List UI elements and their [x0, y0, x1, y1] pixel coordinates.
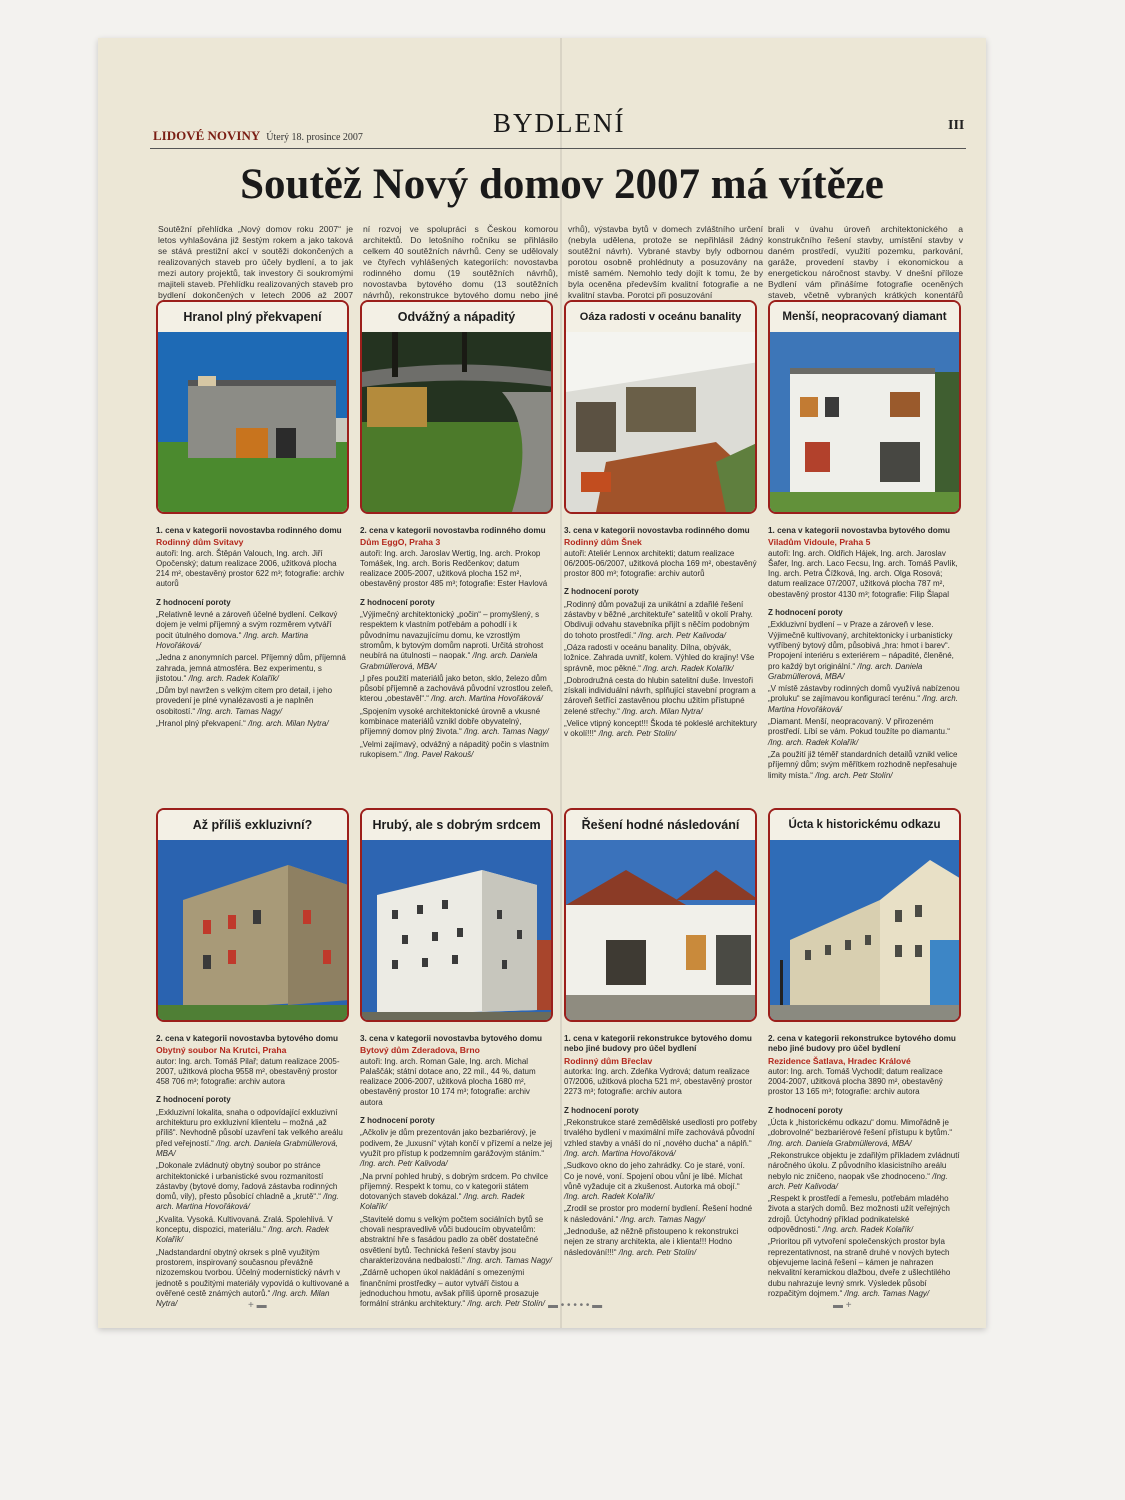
jury-heading: Z hodnocení poroty	[156, 597, 231, 607]
card-title: Menší, neopracovaný diamant	[770, 302, 959, 332]
award-card	[156, 300, 349, 729]
card-title: Řešení hodné následování	[566, 810, 755, 840]
masthead	[153, 128, 363, 144]
jury-quote: „I přes použití materiálů jako beton, sklo, železo dům působí příjemně a zachovává původní vzrostlou zeleň, kterou „obestavěl“.“ /Ing. arch. Martina Hovořáková/	[360, 673, 554, 704]
jury-quote: „Ačkoliv je dům prezentován jako bezbariérový, je podivem, že „luxusní“ výtah končí v přízemí a nelze jej využít pro přístup k podzemním garážovým stáním.“ /Ing. arch. Petr Kalivoda/	[360, 1128, 553, 1169]
jury-quote: „Za použití již téměř standardních detailů vznikl velice příjemný dům; svým měřítkem rozhodně nepřesahuje limity místa.“ /Ing. arch. Petr Stolín/	[768, 749, 958, 780]
jury-quote: „Nadstandardní obytný okrsek s plně využitým prostorem, inspirovaný současnou převážně nizozemskou tvorbou. Účelný modernistický návrh v jednotě s použitými materiály vypovídá o kultivované a ověřené cestě známých autorů.“ /Ing. arch. Milan Nytra/	[156, 1247, 349, 1309]
project-meta: autoři: Ing. arch. Roman Gale, Ing. arch. Michal Palaščák; státní dotace ano, 22 mil., 44 %, datum realizace 2006-2007, užitková plocha 1680 m², obestavěný prostor 10 174 m³; fotografie: archiv autora	[360, 1056, 536, 1107]
project-meta: autor: Ing. arch. Tomáš Vychodil; datum realizace 2004-2007, užitková plocha 3890 m², obestavěný prostor 13 165 m³; fotografie: archiv autora	[768, 1066, 943, 1097]
jury-quote: „Relativně levné a zároveň účelné bydlení. Celkový dojem je velmi příjemný a svým rozměrem vytváří pocit útulného domova.“ /Ing. arch. Martina Hovořáková/	[156, 610, 338, 650]
card-frame	[564, 808, 757, 1022]
project-name: Rodinný dům Břeclav	[564, 1055, 653, 1066]
award-category: 3. cena v kategorii novostavba bytového domu	[360, 1034, 542, 1043]
jury-heading: Z hodnocení poroty	[360, 597, 435, 607]
jury-quote: „Dobrodružná cesta do hlubin satelitní duše. Investoři získali individuální návrh, splňující stavební program a zároveň šetřící zastavěnou plochu užitím přístupné zelené střechy.“ /Ing. arch. Milan Nytra/	[564, 675, 756, 716]
card-text	[360, 1034, 553, 1309]
jury-quote: „Oáza radosti v oceánu banality. Dílna, obývák, ložnice. Zahrada uvnitř, kolem. Výhled do krajiny! Vše správně, moc pěkné.“ /Ing. arch. Radek Kolařík/	[564, 642, 755, 673]
photo-house-snek	[566, 332, 755, 512]
intro-column: brali v úvahu úroveň architektonického a konstrukčního řešení stavby, umístění stavby v daném prostředí, využití pozemku, parkování, garáže, provedení stavby i ekonomickou a energetickou náročnost stavby. V dnešní příloze Bydlení vám přinášíme fotografie oceněných staveb, včetně vybraných krátkých konentářů	[768, 224, 963, 300]
project-name: Obytný soubor Na Krutci, Praha	[156, 1045, 287, 1056]
section-title: BYDLENÍ	[493, 108, 626, 138]
jury-quote: „Zdárně uchopen úkol nakládání s omezenými finančními prostředky – autor vytváří čistou a jednoduchou hmotu, avšak příliš úporně prosazuje formální stránku architektury.“ /Ing. arch. Petr Stolín/	[360, 1268, 545, 1309]
registration-mark: ▬ • • • • • ▬	[548, 1300, 603, 1311]
photo-breclav	[566, 840, 755, 1020]
card-text	[156, 1034, 349, 1309]
jury-heading: Z hodnocení poroty	[564, 1105, 639, 1115]
photo-na-krutci	[158, 840, 347, 1020]
card-text	[564, 526, 757, 740]
photo-house-svitavy	[158, 332, 347, 512]
intro-column: ní rozvoj ve spolupráci s Českou komorou architektů. Do letošního ročníku se přihlásilo celkem 40 soutěžních návrhů. Ceny se udělovaly ve čtyřech vyhlášených kategoriích: novostavba rodinného domu (19 soutěžních návrhů), novostavba bytového domu (13 soutěžních návrhů), rekonstrukce bytového domu nebo jiné	[363, 224, 558, 300]
award-card	[156, 808, 349, 1309]
jury-quote: „Jednoduše, až něžně přistoupeno k rekonstrukci nejen ze strany architekta, ale i klienta!!! Hodno následování!!!“ /Ing. arch. Petr Stolín/	[564, 1227, 739, 1257]
card-frame	[360, 300, 553, 514]
jury-quote: „Dokonale zvládnutý obytný soubor po stránce architektonické i urbanistické svou rozmanitostí zástavby (bytové domy, řadová zástavba rodinných domů, vily), přesto působící chladně a „krutě“.“ /Ing. arch. Martina Hovořáková/	[156, 1161, 339, 1212]
jury-heading: Z hodnocení poroty	[564, 587, 639, 597]
award-category: 1. cena v kategorii rekonstrukce bytového domu nebo jiné budovy pro účel bydlení	[564, 1034, 752, 1054]
card-text	[156, 526, 349, 729]
photo-satlava	[770, 840, 959, 1020]
card-title: Odvážný a nápaditý	[362, 302, 551, 332]
project-meta: autorka: Ing. arch. Zdeňka Vydrová; datum realizace 07/2006, užitková plocha 521 m², obestavěný prostor 2273 m³; fotografie: archiv autora	[564, 1066, 753, 1097]
jury-quote: „V místě zástavby rodinných domů využívá nabízenou „proluku“ se zajímavou konfigurací terénu.“ /Ing. arch. Martina Hovořáková/	[768, 684, 960, 714]
project-name: Rodinný dům Svitavy	[156, 537, 244, 548]
photo-house-eggo	[362, 332, 551, 512]
card-frame	[360, 808, 553, 1022]
award-card	[768, 300, 961, 781]
jury-quote: „Stavitelé domu s velkým počtem sociálních bytů se chovali nespravedlivě vůči budoucím obyvatelům: abstraktní hře s fasádou padlo za oběť dostatečné osvětlení bytů. Technická řešení stavby jsou charakterizována nedbalostí.“ /Ing. arch. Tamas Nagy/	[360, 1214, 552, 1265]
award-category: 1. cena v kategorii novostavba bytového domu	[768, 526, 950, 535]
intro-column: Soutěžní přehlídka „Nový domov roku 2007“ je letos vyhlašována již šestým rokem a jako taková se stává prestižní akcí v soutěži dokončených a realizovaných staveb pro účely bydlení, a to jak mezi autory projektů, tak investory či soukromými majiteli staveb. Přehlídku realizovaných staveb pro bydlení dokončených v letech 2006 až 2007	[158, 224, 353, 300]
project-meta: autor: Ing. arch. Tomáš Pilař; datum realizace 2005-2007, užitková plocha 9558 m², obestavěný prostor 458 706 m³; fotografie: archiv autora	[156, 1056, 340, 1087]
card-frame	[156, 300, 349, 514]
card-text	[768, 1034, 961, 1299]
card-frame	[564, 300, 757, 514]
card-title: Až příliš exkluzivní?	[158, 810, 347, 840]
project-name: Bytový dům Zderadova, Brno	[360, 1045, 480, 1056]
award-card	[564, 300, 757, 740]
jury-quote: „Úcta k „historickému odkazu“ domu. Mimořádně je „dobrovolné“ bezbariérové řešení přístupu k bytům.“ /Ing. arch. Daniela Grabmüllerová, MBA/	[768, 1118, 953, 1148]
jury-quote: „Diamant. Menší, neopracovaný. V přirozeném prostředí. Líbí se vám. Pokud toužíte po diamantu.“ /Ing. arch. Radek Kolařík/	[768, 717, 950, 747]
jury-quote: „Velice vtipný koncept!!! Škoda té pokleslé architektury v okolí!!!“ /Ing. arch. Petr Stolín/	[564, 719, 757, 739]
jury-heading: Z hodnocení poroty	[768, 608, 843, 618]
project-meta: autoři: Ing. arch. Jaroslav Wertig, Ing. arch. Prokop Tomášek, Ing. arch. Boris Redčenkov; datum realizace 2005-2007, užitková plocha 152 m², obestavěný prostor 485 m³; fotografie: Ester Havlová	[360, 548, 548, 589]
jury-quote: „Jedna z anonymních parcel. Příjemný dům, příjemná zahrada, jemná atmosféra. Bez experimentu, s jistotou.“ /Ing. arch. Radek Kolařík/	[156, 653, 346, 683]
jury-quote: „Rekonstrukce objektu je zdařilým příkladem zvládnutí náročného úkolu. Z původního klasicistního areálu nebylo nic zničeno, naopak vše zhodnoceno.“ /Ing. arch. Petr Kalivoda/	[768, 1150, 960, 1191]
project-name: Rezidence Šatlava, Hradec Králové	[768, 1055, 911, 1066]
card-text	[564, 1034, 757, 1258]
paper-name: LIDOVÉ NOVINY	[153, 128, 261, 143]
masthead-rule	[150, 148, 966, 149]
jury-quote: „Hranol plný překvapení.“ /Ing. arch. Milan Nytra/	[156, 719, 329, 729]
card-title: Úcta k historickému odkazu	[770, 810, 959, 840]
card-frame	[156, 808, 349, 1022]
award-category: 2. cena v kategorii novostavba rodinného domu	[360, 526, 546, 535]
photo-zderadova	[362, 840, 551, 1020]
jury-quote: „Prioritou při vytvoření společenských prostor byla reprezentativnost, na straně druhé v nových bytech objevujeme laciná řešení – kámen je nahrazen nekvalitní keramickou dlažbou, dveře z ušlechtilého dubu nahrazuje levný smrk. Výsledek působí rozpačitým dojmem.“ /Ing. arch. Tamas Nagy/	[768, 1237, 951, 1298]
newspaper-page	[98, 38, 986, 1328]
project-name: Rodinný dům Šnek	[564, 537, 642, 548]
project-meta: autoři: Ateliér Lennox architekti; datum realizace 06/2005-06/2007, užitková plocha 169 m², obestavěný prostor 800 m³; fotografie: archiv autorů	[564, 548, 757, 579]
headline: Soutěž Nový domov 2007 má vítěze	[240, 161, 884, 208]
jury-quote: „Dům byl navržen s velkým citem pro detail, i jeho provedení je plné vynalézavosti a je naplněn osobitostí.“ /Ing. arch. Tamas Nagy/	[156, 686, 333, 716]
jury-heading: Z hodnocení poroty	[360, 1116, 435, 1126]
jury-quote: „Exkluzivní lokalita, snaha o odpovídající exkluzivní architekturu pro exkluzivní klientelu – možná „až příliš“. Nevhodně působí uzavření tak velkého areálu před veřejností.“ /Ing. arch. Daniela Grabmüllerová, MBA/	[156, 1107, 343, 1158]
jury-heading: Z hodnocení poroty	[768, 1105, 843, 1115]
jury-heading: Z hodnocení poroty	[156, 1095, 231, 1105]
jury-quote: „Rekonstrukce staré zemědělské usedlosti pro potřeby trvalého bydlení v maximální míře zachovává původní vzhled stavby a vnáší do ní „nového ducha“ a náplň.“ /Ing. arch. Martina Hovořáková/	[564, 1118, 757, 1158]
card-frame	[768, 300, 961, 514]
card-title: Oáza radosti v oceánu banality	[566, 302, 755, 332]
award-card	[360, 300, 553, 760]
jury-quote: „Na první pohled hrubý, s dobrým srdcem. Po chvilce příjemný. Respekt k tomu, co v kategorii státem dotovaných staveb dokázal.“ /Ing. arch. Radek Kolařík/	[360, 1171, 549, 1212]
project-name: Dům EggO, Praha 3	[360, 537, 441, 548]
jury-quote: „Sudkovo okno do jeho zahrádky. Co je staré, voní. Co je nové, voní. Spojení obou vůní je libé. Míchat vůně vyžaduje cit a zkušenost. Autorka má obojí.“ /Ing. arch. Radek Kolařík/	[564, 1161, 745, 1202]
jury-quote: „Zrodil se prostor pro moderní bydlení. Řešení hodné k následování.“ /Ing. arch. Tamas Nagy/	[564, 1204, 753, 1224]
project-name: Viladům Vidoule, Praha 5	[768, 537, 871, 548]
jury-quote: „Kvalita. Vysoká. Kultivovaná. Zralá. Spolehlivá. V konceptu, dispozici, materiálu.“ /Ing. arch. Radek Kolařík/	[156, 1214, 333, 1245]
award-category: 3. cena v kategorii novostavba rodinného domu	[564, 526, 750, 535]
award-category: 2. cena v kategorii novostavba bytového domu	[156, 1034, 338, 1043]
jury-quote: „Respekt k prostředí a řemeslu, potřebám mladého života a starých domů. Bez možnosti užít veřejných zdrojů. Úctyhodný příklad podnikatelské odpovědnosti.“ /Ing. arch. Radek Kolařík/	[768, 1194, 950, 1235]
card-title: Hranol plný překvapení	[158, 302, 347, 332]
project-meta: autoři: Ing. arch. Oldřich Hájek, Ing. arch. Jaroslav Šafer, Ing. arch. Laco Fecsu, Ing. arch. Tomáš Pavlík, Ing. arch. Petra Čížková, Ing. arch. Olga Rosová; datum realizace 07/2007, užitková plocha 787 m², obestavěný prostor 4130 m³; fotografie: Filip Šlapal	[768, 548, 958, 599]
page-mark: III	[948, 118, 965, 133]
award-category: 1. cena v kategorii novostavba rodinného domu	[156, 526, 342, 535]
award-card	[564, 808, 757, 1258]
jury-quote: „Velmi zajímavý, odvážný a nápaditý počin s vlastním rukopisem.“ /Ing. Pavel Rakouš/	[360, 739, 549, 759]
card-text	[360, 526, 553, 760]
registration-mark: ▬ +	[833, 1300, 852, 1311]
issue-date: Úterý 18. prosince 2007	[266, 132, 363, 143]
registration-mark: + ▬	[248, 1300, 267, 1311]
card-frame	[768, 808, 961, 1022]
card-title: Hrubý, ale s dobrým srdcem	[362, 810, 551, 840]
jury-quote: „Výjimečný architektonický „počin“ – promyšlený, s respektem k vlastním potřebám a pohodlí i k původnímu navazujícímu domu, ke vzrostlým stromům, k bytovým domům naproti. Určitá strohost neubírá na útulnosti – naopak.“ /Ing. arch. Daniela Grabmüllerová, MBA/	[360, 610, 544, 671]
intro-column: vrhů), výstavba bytů v domech zvláštního určení (nebyla udělena, protože se nepřihlásil žádný soutěžní návrh). Vybrané stavby byly odbornou porotou osobně prohlédnuty a posuzovány na místě samém. Nemohlo tedy dojít k tomu, že by byla oceněna především kvalitní fotografie a ne kvalitní stavba. Porotci při posuzování	[568, 224, 763, 300]
jury-quote: „Spojením vysoké architektonické úrovně a vkusné kombinace materiálů vznikl dobře obyvatelný, příjemný domov plný života.“ /Ing. arch. Tamas Nagy/	[360, 706, 549, 737]
jury-quote: „Rodinný dům považuji za unikátní a zdařilé řešení zástavby v běžné „architektuře“ satelitů v okolí Prahy. Obdivuji odvahu stavebníka přijít s něčím podobným do tohoto prostředí.“ /Ing. arch. Petr Kalivoda/	[564, 599, 753, 640]
jury-quote: „Exkluzivní bydlení – v Praze a zároveň v lese. Výjimečně kultivovaný, architektonicky i urbanisticky vytříbený bytový dům, působivá „hra: hmot i barev“. Propojení interiéru s exteriérem – nápadité, členěné, pro každý byt originální.“ /Ing. arch. Daniela Grabmüllerová, MBA/	[768, 620, 954, 681]
award-card	[768, 808, 961, 1299]
award-category: 2. cena v kategorii rekonstrukce bytového domu nebo jiné budovy pro účel bydlení	[768, 1034, 956, 1054]
photo-viladum-vidoule	[770, 332, 959, 512]
card-text	[768, 526, 961, 781]
award-card	[360, 808, 553, 1309]
project-meta: autoři: Ing. arch. Štěpán Valouch, Ing. arch. Jiří Opočenský; datum realizace 2006, užitková plocha 214 m², obestavěný prostor 622 m³; fotografie: archiv autorů	[156, 548, 345, 589]
